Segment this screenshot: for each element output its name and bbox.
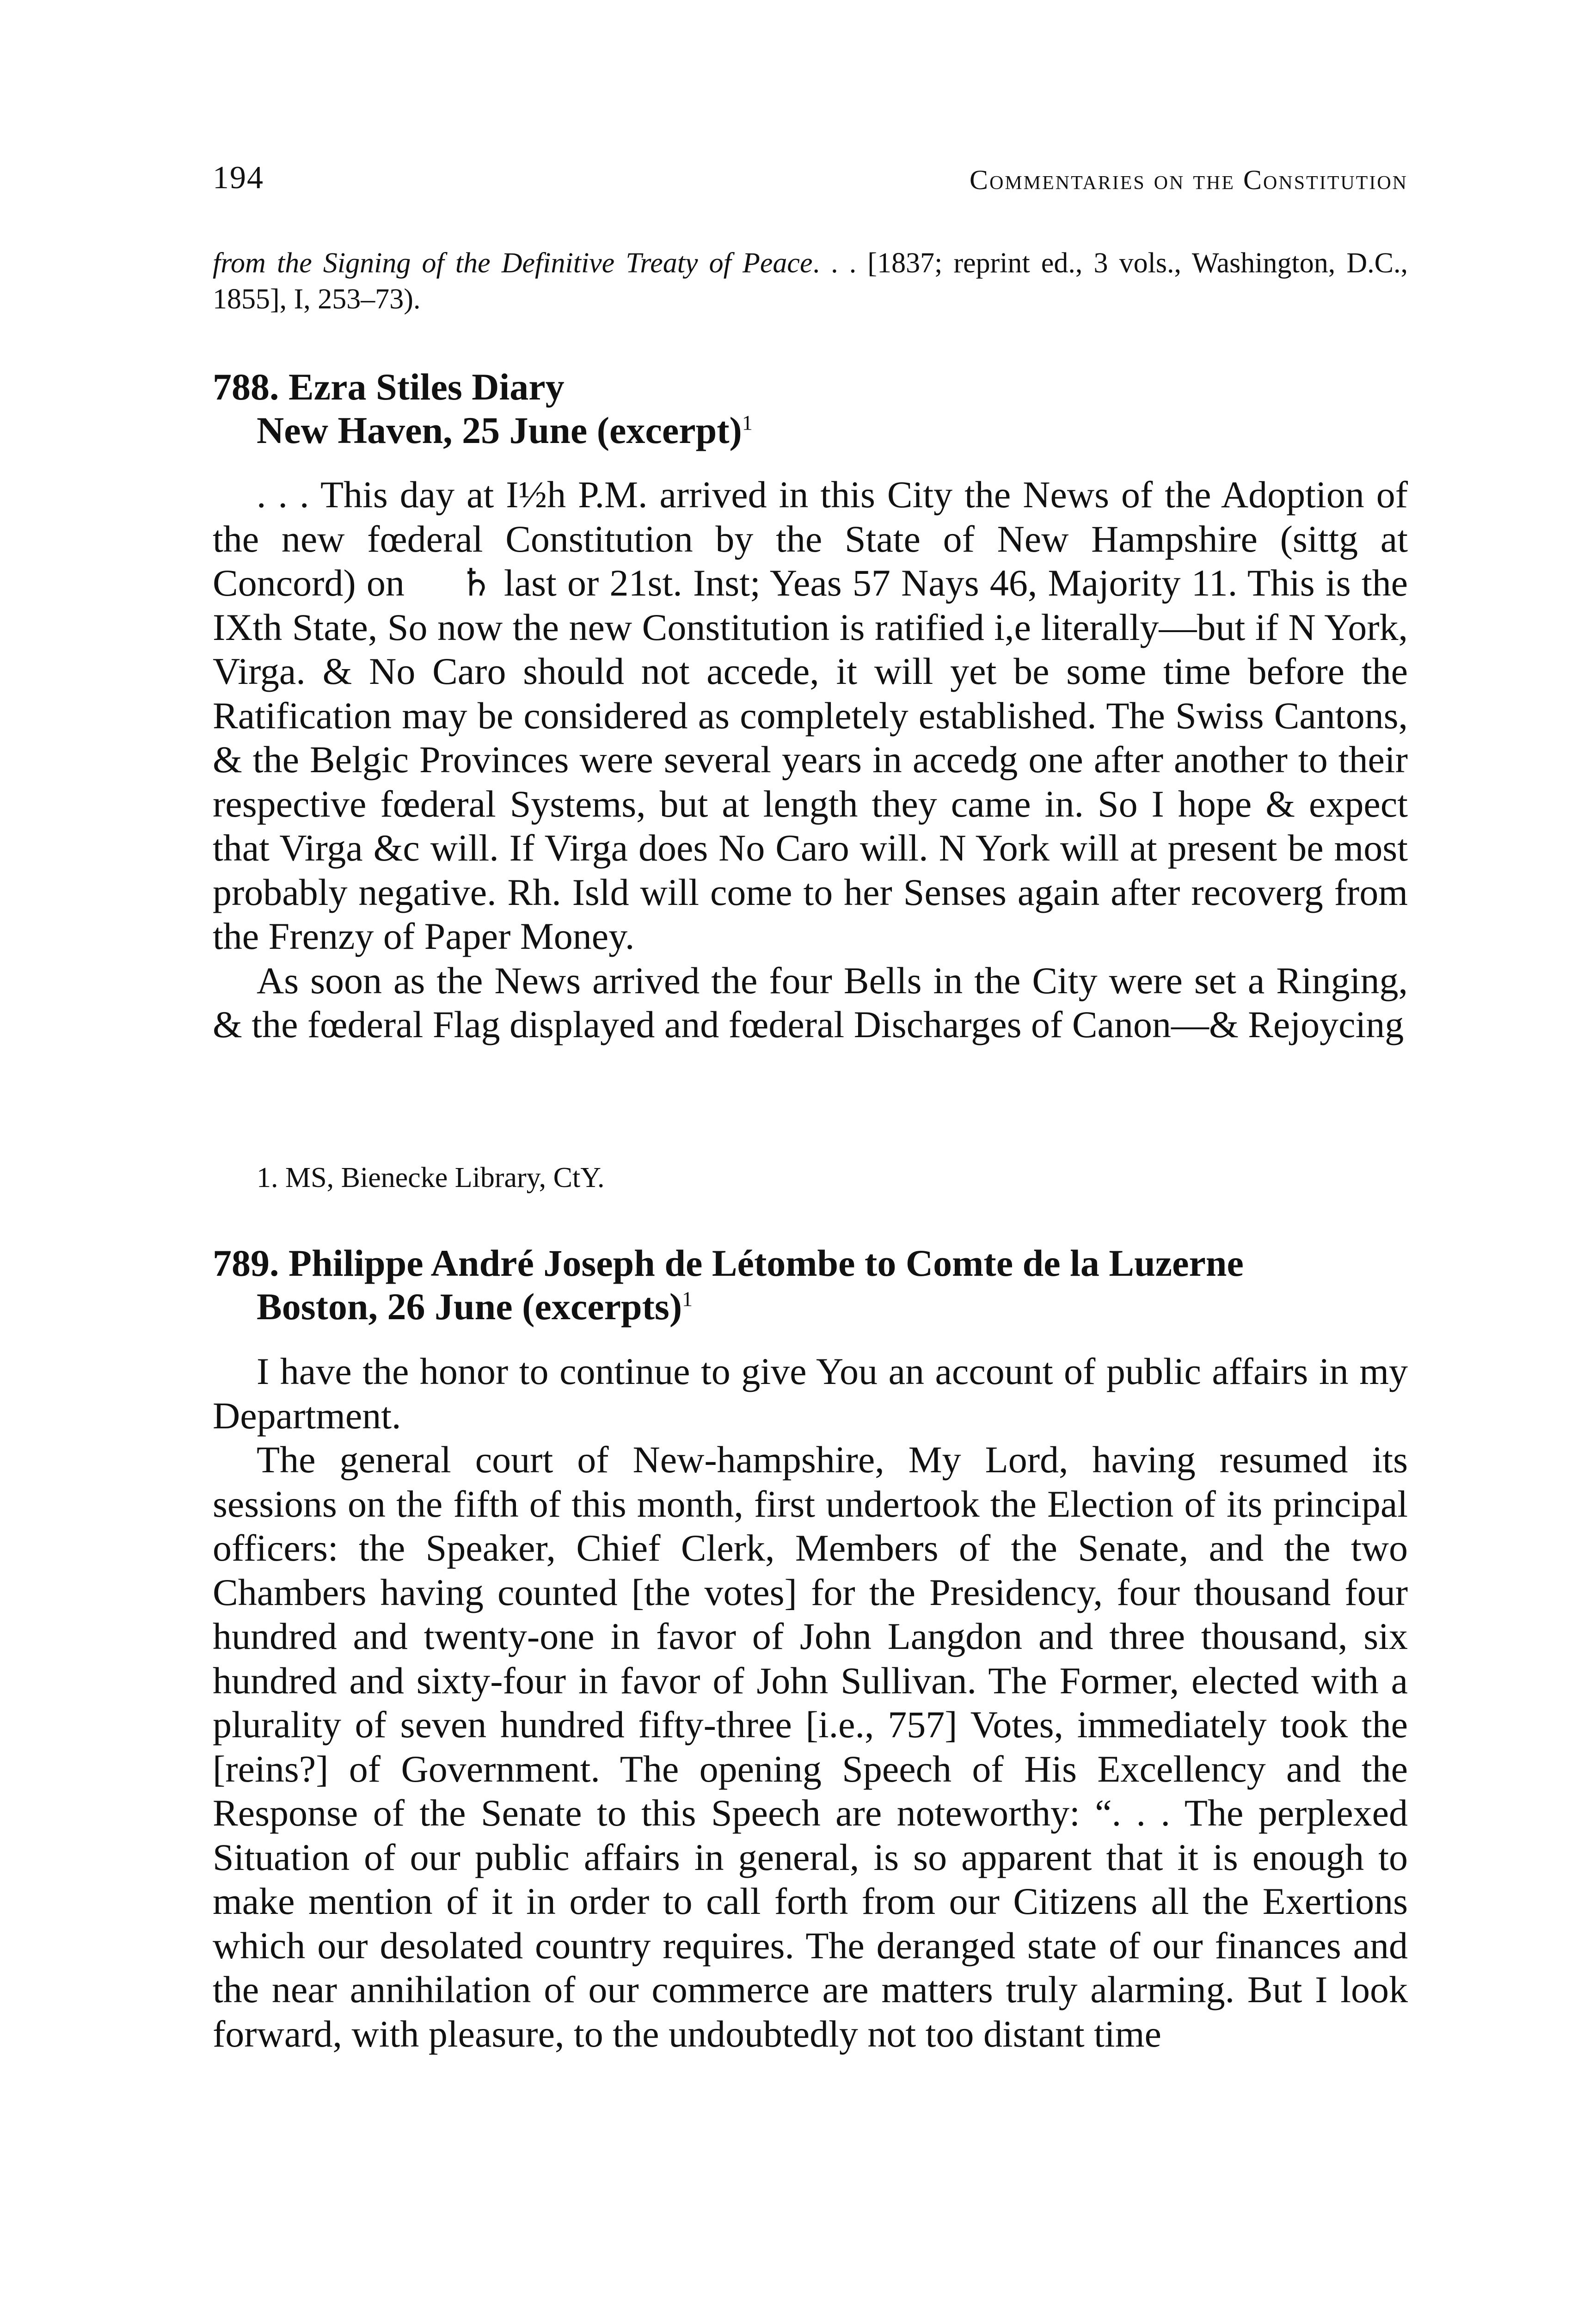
source-note-rest: . . . [1837; reprint ed., 3 vols., Washington, D.C., 1855], I, 253–73). — [213, 247, 1408, 315]
doc-788-para1-start: . . . This day at I½h P.M. arrived in this City the News of the Adoption of the new fœderal Constitution by the State of New Hampshire (sittg at Concord) on — [213, 473, 1408, 604]
source-note — [213, 245, 1408, 317]
source-note-italic: from the Signing of the Definitive Treaty of Peace — [213, 247, 813, 279]
doc-788-paragraph-1 — [213, 473, 1408, 959]
document-body-789 — [213, 1349, 1408, 2056]
doc-788-title: 788. Ezra Stiles Diary — [213, 366, 565, 408]
doc-789-subtitle: Boston, 26 June (excerpts) — [257, 1285, 682, 1328]
document-heading-788 — [213, 365, 1408, 452]
doc-788-para1-end: last or 21st. Inst; Yeas 57 Nays 46, Majority 11. This is the IXth State, So now the new Constitution is ratified i,e literally—but if N York, Virga. & No Caro should not accede, it will yet be some time before the Ratification may be considered as completely established. The Swiss Cantons, & the Belgic Provinces were several years in accedg one after another to their respective fœderal Systems, but at length they came in. So I hope & expect that Virga &c will. If Virga does No Caro will. N York will at present be most probably negative. Rh. Isld will come to her Senses again after recoverg from the Frenzy of Paper Money. — [213, 562, 1408, 957]
page-header — [213, 160, 1408, 201]
page-number: 194 — [213, 160, 264, 196]
doc-789-paragraph-1: I have the honor to continue to give You an account of public affairs in my Department. — [213, 1350, 1408, 1437]
doc-789-paragraph-2: The general court of New-hampshire, My Lord, having resumed its sessions on the fifth of this month, first undertook the Election of its principal officers: the Speaker, Chief Clerk, Members of the Senate, and the two Chambers having counted [the votes] for the Presidency, four thousand four hundred and twenty-one in favor of John Langdon and three thousand, six hundred and sixty-four in favor of John Sullivan. The Former, elected with a plurality of seven hundred fifty-three [i.e., 757] Votes, immediately took the [reins?] of Government. The opening Speech of His Excellency and the Response of the Senate to this Speech are noteworthy: “. . . The perplexed Situation of our public affairs in general, is so apparent that it is enough to make mention of it in order to call forth from our Citizens all the Exertions which our desolated country requires. The deranged state of our finances and the near annihilation of our commerce are matters truly alarming. But I look forward, with pleasure, to the undoubtedly not too distant time — [213, 1439, 1408, 2055]
doc-788-footnote: 1. MS, Bienecke Library, CtY. — [257, 1162, 605, 1193]
running-head: Commentaries on the Constitution — [970, 165, 1408, 195]
doc-789-title: 789. Philippe André Joseph de Létombe to Comte de la Luzerne — [213, 1242, 1244, 1284]
document-heading-789 — [213, 1242, 1408, 1328]
document-body-788 — [213, 473, 1408, 1047]
doc-789-note-ref: 1 — [682, 1287, 693, 1311]
doc-788-note-ref: 1 — [742, 411, 753, 435]
doc-788-paragraph-2: As soon as the News arrived the four Bells in the City were set a Ringing, & the fœderal Flag displayed and fœderal Discharges of Canon—& Rejoycing — [213, 959, 1408, 1045]
saturn-symbol: ♄ — [459, 561, 493, 605]
doc-788-subtitle: New Haven, 25 June (excerpt) — [257, 409, 742, 451]
